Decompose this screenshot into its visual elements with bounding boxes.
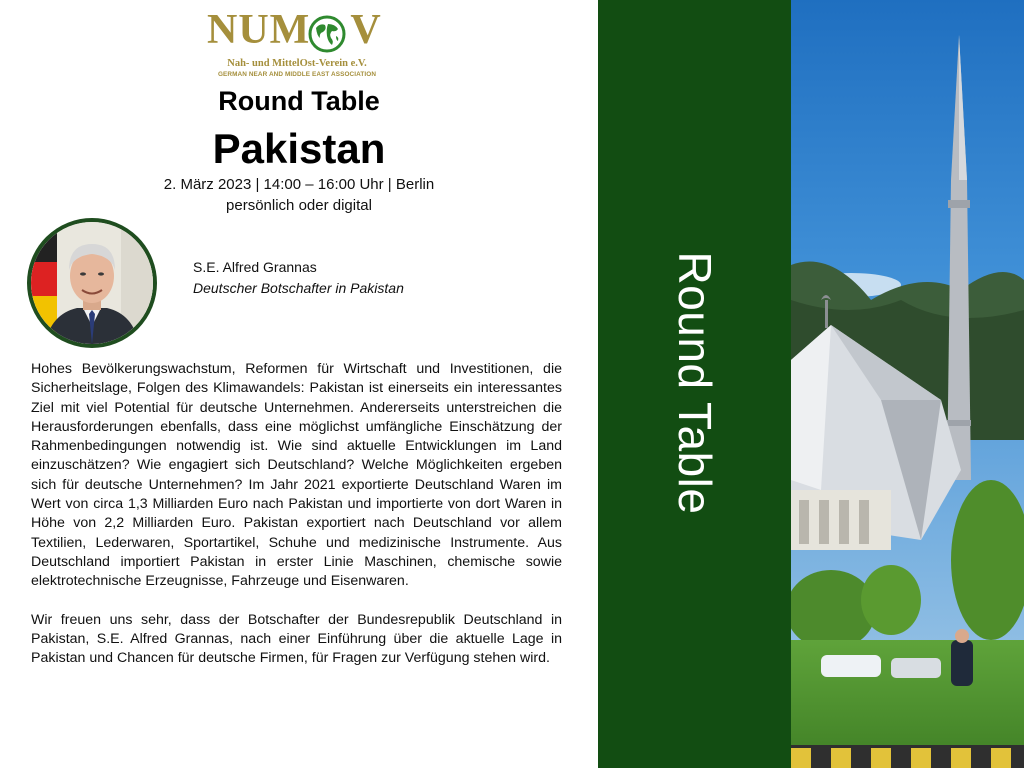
mosque-photo xyxy=(791,0,1024,768)
speaker-name: S.E. Alfred Grannas xyxy=(193,259,317,275)
event-description xyxy=(31,360,562,668)
logo-subtitle-english: GERMAN NEAR AND MIDDLE EAST ASSOCIATION xyxy=(217,71,377,78)
logo-word-left: NUM xyxy=(207,7,311,53)
description-paragraph-1: Hohes Bevölkerungswachstum, Reformen für Wirtschaft und Investitionen, die Sicherheitslage, Folgen des Klimawandels: Pakistan ist einerseits ein interessantes Ziel mit viel Potential für deutsche Unternehmen. Andererseits unterstreichen die Herausforderungen ebenfalls, dass eine möglichst umfängliche Einschätzung der Rahmenbedingungen notwendig ist. Wie sind aktuelle Entwicklungen im Land einzuschätzen? Wie engagiert sich Deutschland? Welche Möglichkeiten ergeben sich für deutsche Unternehmen? Im Jahr 2021 exportierte Deutschland Waren im Wert von circa 1,3 Milliarden Euro nach Pakistan und importierte von dort Waren in Höhe von 2,2 Milliarden Euro. Pakistan exportiert nach Deutschland vor allem Textilien, Lederwaren, Sportartikel, Schuhe und medizinische Instrumente. Aus Deutschland importiert Pakistan in erster Linie Maschinen, chemische sowie elektrotechnische Erzeugnisse, Fahrzeuge und Eisenwaren. xyxy=(31,361,562,590)
speaker-portrait xyxy=(27,218,157,348)
logo-wordmark xyxy=(207,8,382,52)
logo-word-right: V xyxy=(350,7,382,53)
description-paragraph-2: Wir freuen uns sehr, dass der Botschafter der Bundesrepublik Deutschland in Pakistan, S.E. Alfred Grannas, nach einer Einführung über die aktuelle Lage in Pakistan und Chancen für deutsche Firmen, für Fragen zur Verfügung stehen wird. xyxy=(31,611,562,667)
numov-logo xyxy=(207,8,387,80)
event-type-heading: Round Table xyxy=(218,86,380,116)
event-country-heading: Pakistan xyxy=(212,125,386,172)
band-label: Round Table xyxy=(669,251,721,515)
event-format-line: persönlich oder digital xyxy=(226,197,372,214)
speaker-role: Deutscher Botschafter in Pakistan xyxy=(193,280,404,296)
logo-subtitle: Nah- und MittelOst-Verein e.V. xyxy=(227,58,367,69)
event-date-line: 2. März 2023 | 14:00 – 16:00 Uhr | Berlin xyxy=(163,176,435,193)
globe-icon xyxy=(307,14,347,54)
